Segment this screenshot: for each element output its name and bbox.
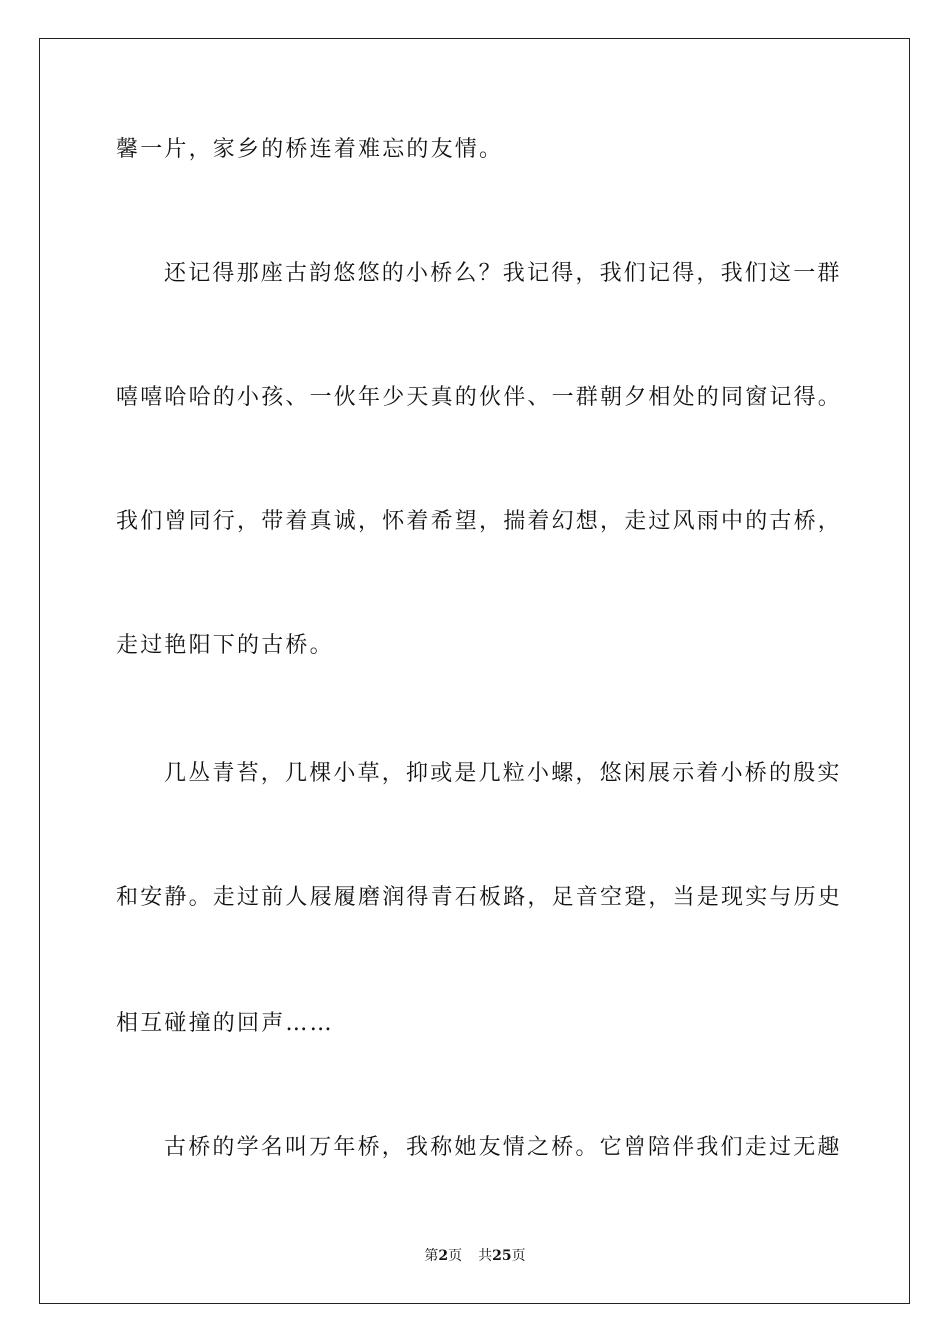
text-line: 走过艳阳下的古桥。 (116, 633, 334, 658)
text-line: 几丛青苔，几棵小草，抑或是几粒小螺，悠闲展示着小桥的殷实 (164, 761, 842, 786)
total-prefix: 共 (478, 1248, 493, 1264)
page-suffix: 页 (448, 1248, 463, 1264)
total-suffix: 页 (511, 1248, 526, 1264)
page-number: 2 (438, 1248, 449, 1264)
text-line: 嘻嘻哈哈的小孩、一伙年少天真的伙伴、一群朝夕相处的同窗记得。 (116, 385, 843, 410)
text-line: 相互碰撞的回声…… (116, 1011, 334, 1036)
text-line: 馨一片，家乡的桥连着难忘的友情。 (116, 137, 504, 162)
page-frame (39, 38, 910, 1304)
text-line: 古桥的学名叫万年桥，我称她友情之桥。它曾陪伴我们走过无趣 (164, 1135, 842, 1160)
page-prefix: 第 (424, 1248, 439, 1264)
page-footer (0, 1246, 950, 1266)
text-line: 我们曾同行，带着真诚，怀着希望，揣着幻想，走过风雨中的古桥， (116, 509, 843, 534)
text-line: 还记得那座古韵悠悠的小桥么？我记得，我们记得，我们这一群 (164, 261, 842, 286)
text-line: 和安静。走过前人屐履磨润得青石板路，足音空跫，当是现实与历史 (116, 885, 843, 910)
total-pages: 25 (492, 1248, 512, 1264)
